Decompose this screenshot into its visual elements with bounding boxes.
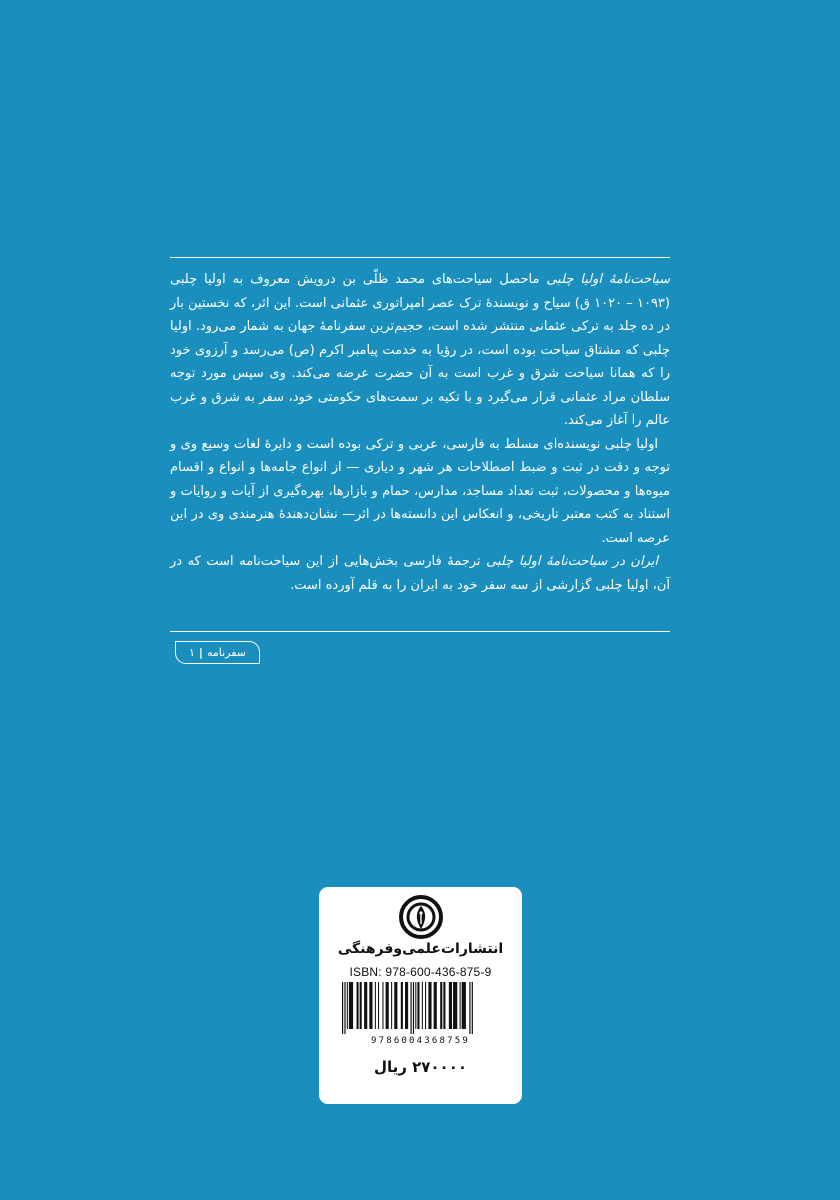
publisher-name: انتشارات‌علمی‌وفرهنگی [337,941,504,957]
blurb-paragraph-2: اولیا چلبی نویسنده‌ای مسلط به فارسی، عربی و ترکی بوده است و دایرهٔ لغات وسیع وی و توجه و دقت در ثبت و ضبط اصطلاحات هر شهر و دیاری — از انواع جامه‌ها و انواع و اقسام میوه‌ها و محصولات، ثبت تعداد مساجد، مدارس، حمام و بازارها، بهره‌گیری از آیات و روایات و استناد به کتب معتبر تاریخی، و انعکاس این دانسته‌ها در اثر— نشان‌دهندهٔ هنرمندی وی در این عرصه است. [170,436,670,546]
blurb-book-title: سیاحت‌نامهٔ اولیا چلبی [546,272,671,287]
series-separator: | [198,646,203,659]
top-divider [170,257,670,258]
blurb-translation-title: ایران در سیاحت‌نامهٔ اولیا چلبی [486,554,658,569]
blurb-paragraph-1 [170,268,670,433]
back-cover-blurb [170,268,670,597]
bottom-divider [170,631,670,632]
blurb-paragraph-1-text: ماحصل سیاحت‌های محمد ظلّی بن درویش معروف به اولیا چلبی (۱۰۹۳ – ۱۰۲۰ ق) سیاح و نویسندهٔ ترک عصر امپراتوری عثمانی است. این اثر، که نخستین بار در ده جلد به ترکی عثمانی منتشر شده است، حجیم‌ترین سفرنامهٔ جهان به شمار می‌رود. اولیا چلبی که مشتاق سیاحت بوده است، در رؤیا به خدمت پیامبر اکرم (ص) می‌رسد و آرزوی خود را که همانا سیاحت شرق و غرب است به آن حضرت عرضه می‌کند. وی سپس مورد توجه سلطان مراد عثمانی قرار می‌گیرد و با تکیه بر سمت‌های حکومتی خود، سفر به شرق و غرب عالم را آغاز می‌کند. [170,272,670,428]
isbn-number: ISBN: 978-600-436-875-9 [349,965,492,979]
series-badge [175,641,260,664]
isbn-barcode [340,982,502,1034]
barcode-digits: 9786004368759 [370,1036,471,1046]
blurb-paragraph-3-text: ترجمهٔ فارسی بخش‌هایی از این سیاحت‌نامه است که در آن، اولیا چلبی گزارشی از سه سفر خود به ایران را به قلم آورده است. [170,554,670,593]
series-name: سفرنامه [206,646,247,659]
publisher-label [319,887,522,1104]
series-number: ۱ [189,646,195,659]
blurb-paragraph-3 [170,550,670,597]
pen-nib-logo-icon [399,895,443,939]
price-label: ۲۷۰۰۰۰ ریال [373,1058,468,1076]
